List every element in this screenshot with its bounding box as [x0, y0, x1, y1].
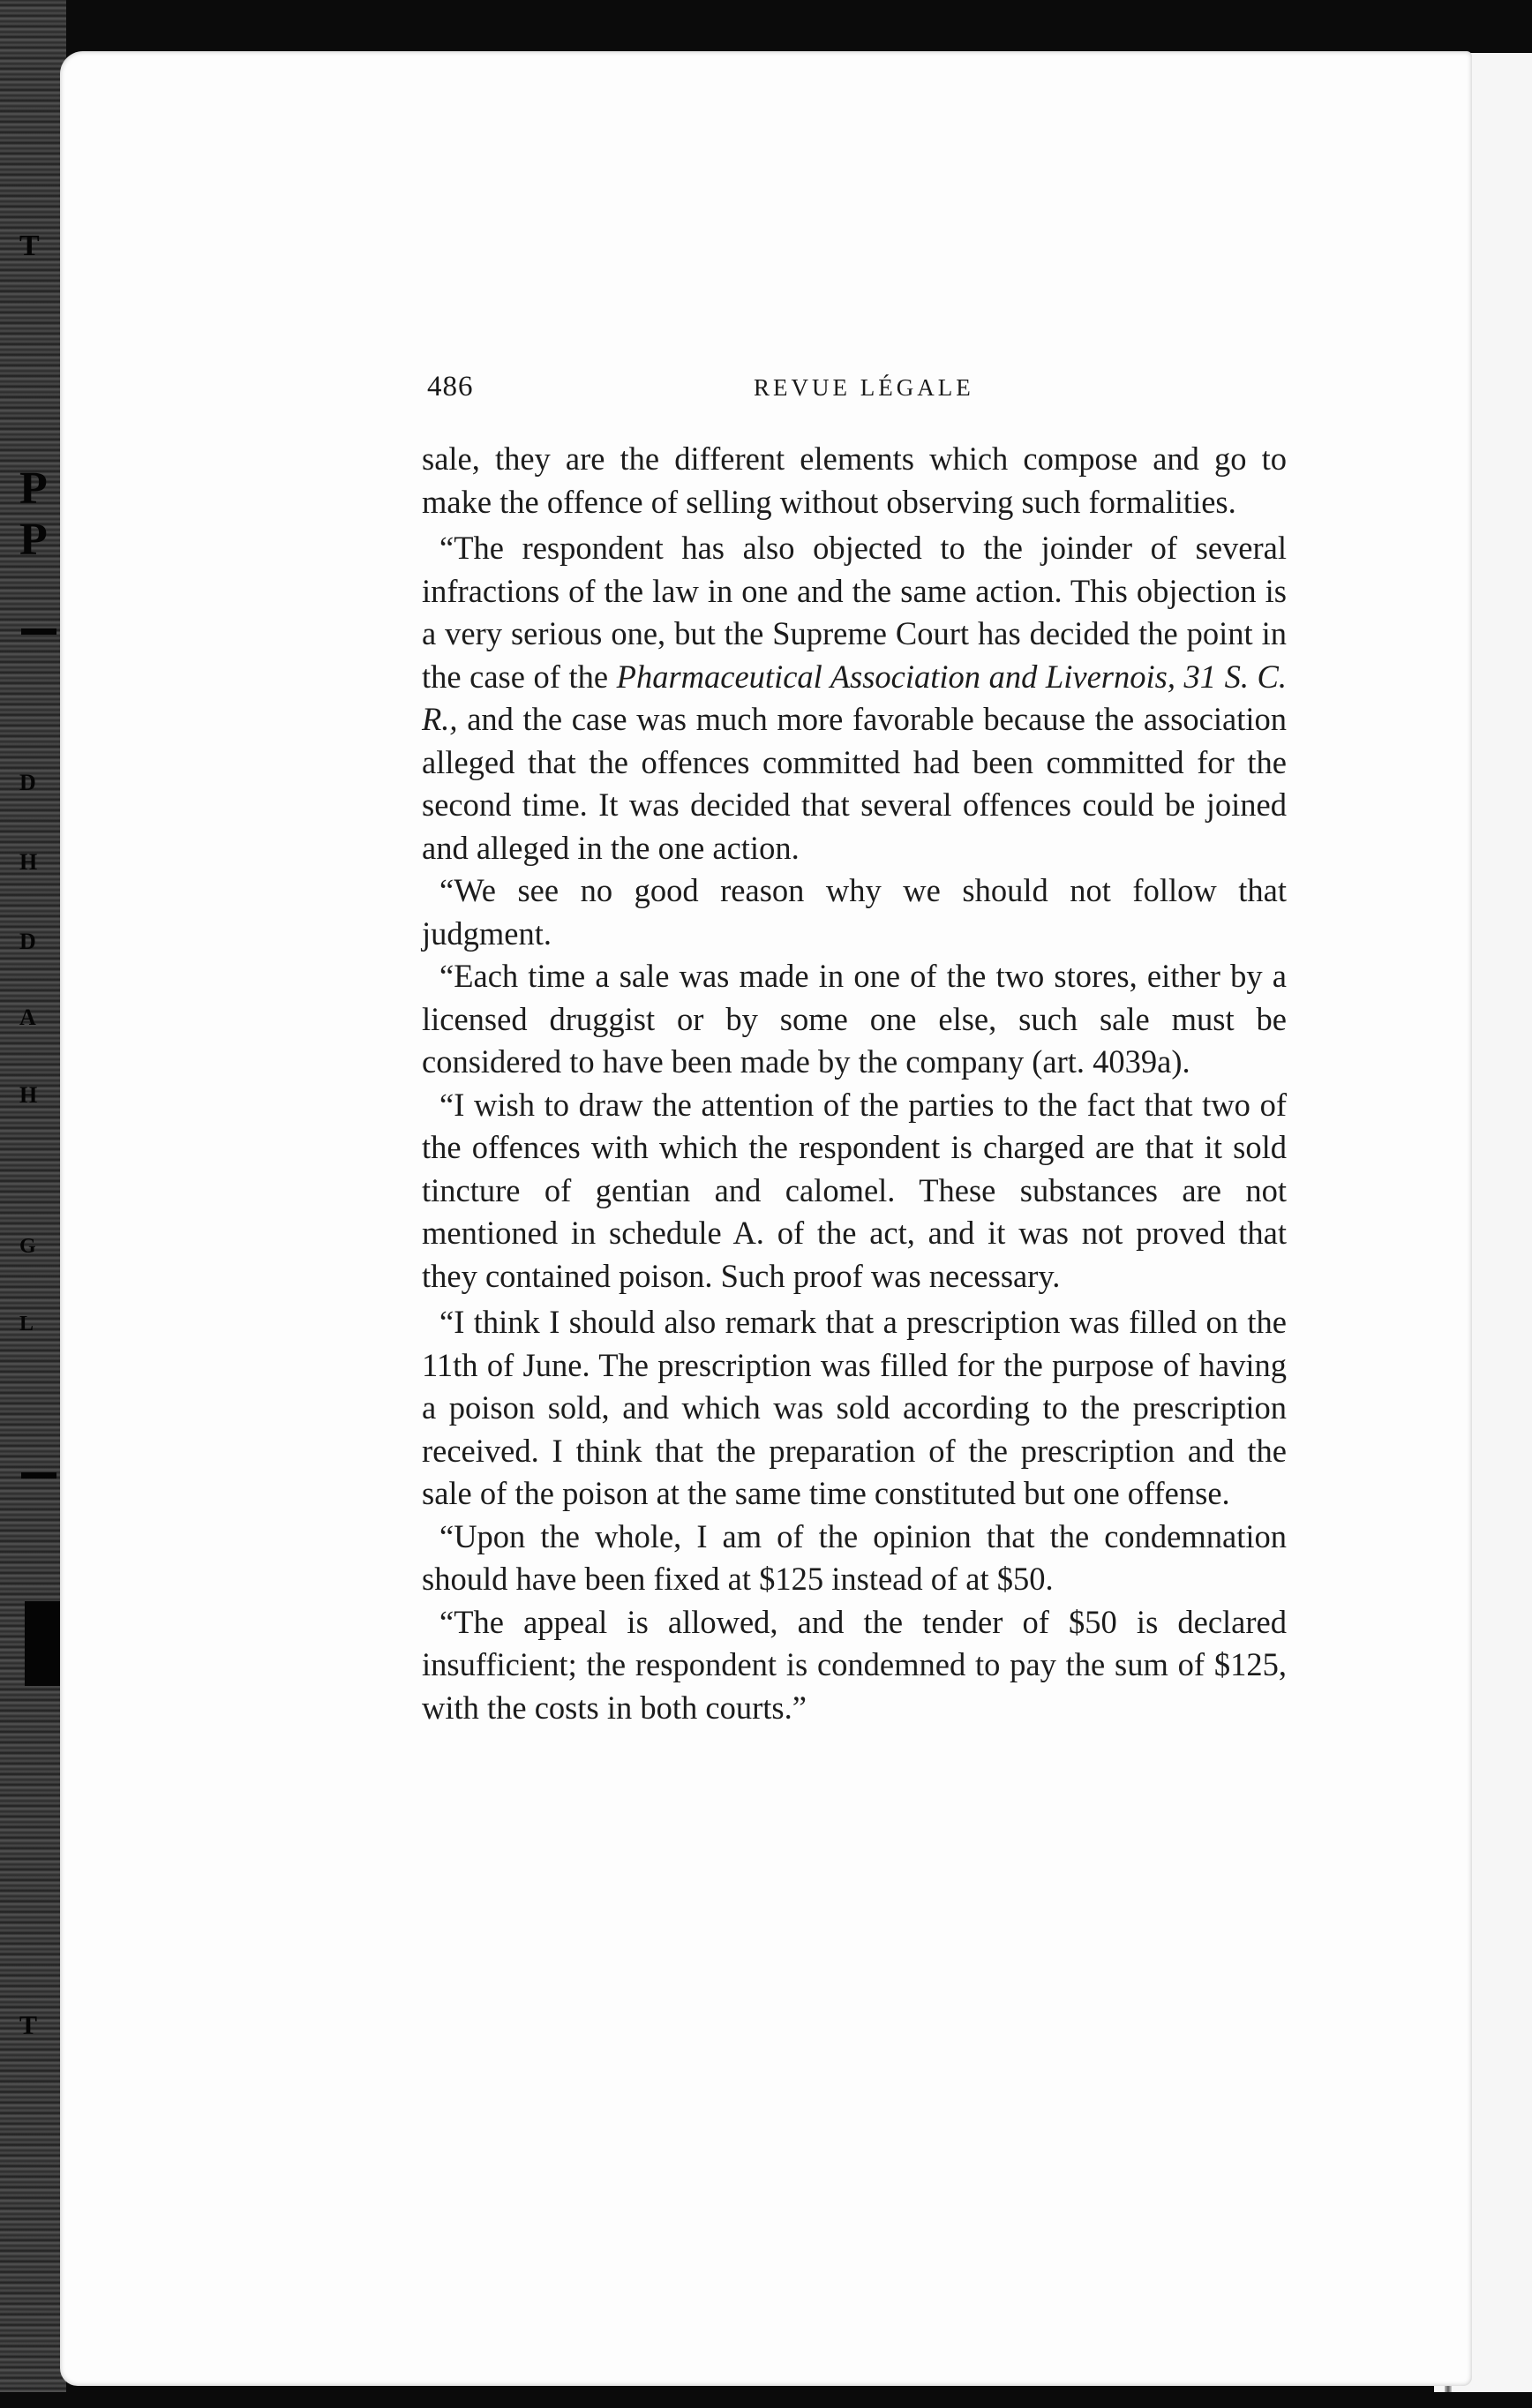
margin-letter: P [19, 515, 48, 565]
margin-letter: H [19, 1082, 38, 1108]
paragraph: “I wish to draw the attention of the parties to the fact that two of the offences with which the respondent is charged are that it sold tincture of gentian and calomel. These substances are not mentioned in schedule A. of the act, and it was not proved that they contained poison. Such proof was necessary. [422, 1086, 1287, 1294]
margin-block [25, 1601, 60, 1686]
paragraph: “We see no good reason why we should not follow that judgment. [422, 872, 1287, 952]
margin-letter: D [19, 929, 36, 954]
paragraph: “Each time a sale was made in one of the two stores, either by a licensed druggist or by some one else, such sale must be considered to have been made by the company (art. 4039a). [422, 958, 1287, 1080]
margin-letter: G [19, 1235, 36, 1258]
margin-letter: P [19, 463, 48, 514]
bottom-scan-border [0, 2392, 1532, 2408]
paragraph: “I think I should also remark that a prescription was filled on the 11th of June. The prescription was filled for the purpose of having a poison sold, and which was sold according to the prescription received. I think that the preparation of the prescription and the sale of the poison at the same time constituted but one offense. [422, 1304, 1287, 1511]
margin-rule [21, 1472, 56, 1479]
case-citation: Pharmaceutical Association and Livernois, 31 S. C. R., [422, 658, 1287, 737]
margin-letter: T [19, 230, 40, 262]
running-head: REVUE LÉGALE [754, 374, 974, 401]
paragraph: “Upon the whole, I am of the opinion that the condemnation should have been fixed at $125 instead of at $50. [422, 1517, 1287, 1597]
margin-letter: L [19, 1313, 34, 1336]
body-text [422, 438, 1287, 1729]
margin-letter: H [19, 849, 38, 875]
margin-letter: A [19, 1005, 36, 1030]
page-header [427, 371, 1281, 415]
paragraph-text: and the case was much more favorable because the association alleged that the offences committed had been committed for the second time. It was decided that several offences could be joined and alleged in the one action. [422, 701, 1287, 866]
page-number: 486 [427, 371, 474, 403]
margin-rule [21, 628, 56, 635]
paragraph: sale, they are the different elements which compose and go to make the offence of selling without observing such formalities. [422, 440, 1287, 520]
margin-letter: T [19, 2011, 38, 2040]
left-binding-margin [0, 0, 66, 2408]
paragraph [422, 527, 1287, 869]
paragraph: “The appeal is allowed, and the tender of $50 is declared insufficient; the respondent is condemned to pay the sum of $125, with the costs in both courts.” [422, 1603, 1287, 1726]
margin-letter: D [19, 770, 36, 795]
paragraph-text: “The respondent has also objected to the joinder of several infractions of the law in one and the same action. This objection is a very serious one, but the Supreme Court has decided the point in the case of the [422, 530, 1287, 695]
